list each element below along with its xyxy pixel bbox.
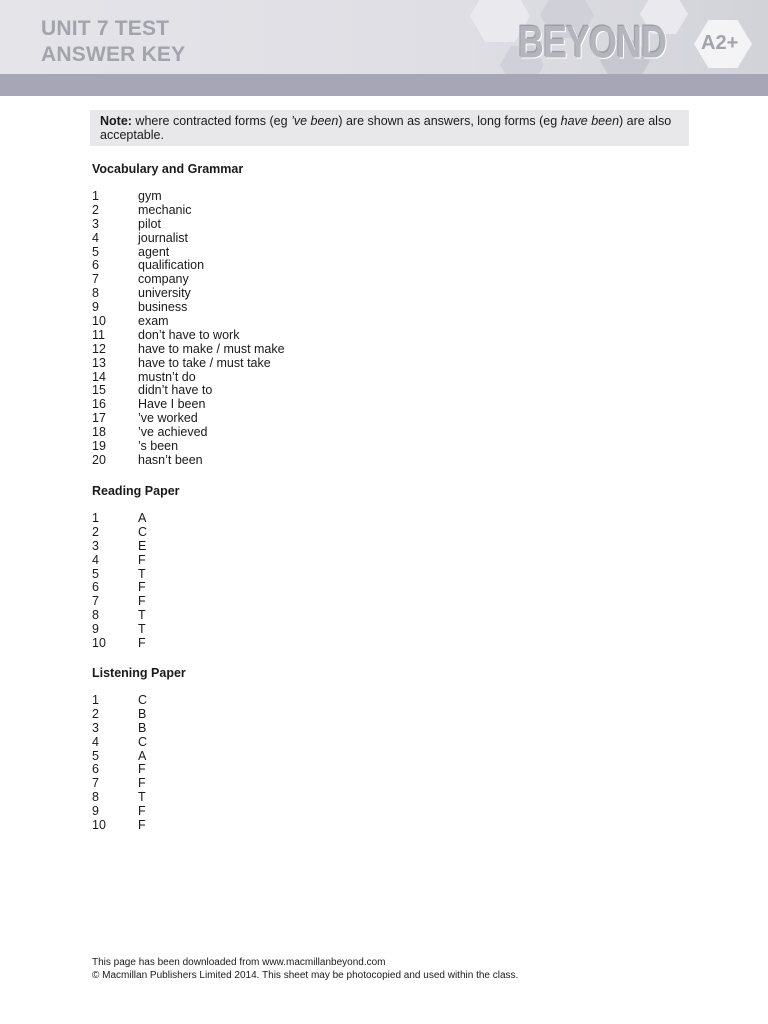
section-heading-reading: Reading Paper [92, 484, 180, 498]
note-text: where contracted forms (eg [131, 114, 292, 128]
page-header [0, 0, 768, 74]
answer-text: A [138, 511, 147, 525]
answer-text: have to take / must take [138, 355, 271, 370]
answer-text: business [138, 300, 188, 315]
question-number: 7 [92, 776, 99, 791]
answer-text: B [138, 706, 147, 721]
question-number: 12 [92, 341, 106, 356]
question-number: 9 [92, 804, 99, 819]
answer-text: ’ve achieved [138, 425, 208, 440]
section-heading-vocabulary: Vocabulary and Grammar [92, 162, 244, 176]
answer-text: F [138, 594, 146, 609]
question-number: 6 [92, 580, 99, 595]
question-number: 17 [92, 411, 106, 426]
footer-source: This page has been downloaded from www.macmillanbeyond.com [92, 957, 386, 968]
title-line-1: UNIT 7 TEST [41, 17, 170, 40]
answer-text: F [138, 580, 146, 595]
question-number: 4 [92, 230, 99, 245]
question-number: 10 [92, 636, 106, 651]
answer-text: didn’t have to [138, 383, 213, 398]
answer-text: gym [138, 189, 162, 203]
title-line-2: ANSWER KEY [41, 43, 186, 66]
question-number: 9 [92, 622, 99, 637]
answer-text: journalist [138, 230, 189, 245]
answer-text: C [138, 524, 148, 539]
question-number: 2 [92, 706, 99, 721]
question-number: 9 [92, 300, 99, 315]
answer-text: mustn’t do [138, 369, 196, 384]
question-number: 1 [92, 693, 99, 707]
answer-text: F [138, 552, 146, 567]
answer-text: exam [138, 314, 169, 329]
question-number: 6 [92, 258, 99, 273]
question-number: 1 [92, 189, 99, 203]
note-example-contracted: ’ve been [291, 114, 339, 128]
header-band [0, 74, 768, 96]
answer-text: C [138, 734, 148, 749]
answer-text: F [138, 762, 146, 777]
question-number: 2 [92, 202, 99, 217]
answer-text: T [138, 566, 146, 581]
answer-text: don’t have to work [138, 327, 240, 342]
question-number: 8 [92, 790, 99, 805]
answer-text: T [138, 790, 146, 805]
question-number: 6 [92, 762, 99, 777]
question-number: 5 [92, 566, 99, 581]
answer-text: F [138, 804, 146, 819]
section-heading-listening: Listening Paper [92, 666, 186, 680]
note-label: Note: [100, 114, 132, 128]
answer-text: pilot [138, 216, 161, 231]
answer-text: agent [138, 244, 170, 259]
question-number: 1 [92, 511, 99, 525]
answer-text: F [138, 818, 146, 833]
note-box [90, 110, 689, 146]
beyond-logo: BEYOND [518, 16, 667, 68]
page-title [41, 16, 185, 68]
footer-copyright: © Macmillan Publishers Limited 2014. This sheet may be photocopied and used within the class. [92, 969, 519, 981]
answer-text: have to make / must make [138, 341, 285, 356]
answer-text: T [138, 622, 146, 637]
question-number: 19 [92, 439, 106, 454]
question-number: 8 [92, 608, 99, 623]
question-number: 3 [92, 216, 99, 231]
answer-text: qualification [138, 258, 205, 273]
question-number: 14 [92, 369, 106, 384]
note-text: ) are shown as answers, long forms (eg [338, 114, 561, 128]
question-number: 7 [92, 272, 99, 287]
note-text: ) are also acceptable. [100, 114, 672, 142]
question-number: 10 [92, 314, 106, 329]
answer-text: hasn’t been [138, 452, 203, 467]
level-badge: A2+ [701, 32, 739, 54]
question-number: 4 [92, 552, 99, 567]
question-number: 2 [92, 524, 99, 539]
answer-text: ’s been [138, 439, 179, 454]
question-number: 15 [92, 383, 106, 398]
answer-text: company [138, 272, 189, 287]
answer-text: mechanic [138, 202, 192, 217]
answer-text: T [138, 608, 146, 623]
question-number: 5 [92, 244, 99, 259]
answer-text: Have I been [138, 397, 206, 412]
question-number: 16 [92, 397, 106, 412]
question-number: 5 [92, 748, 99, 763]
answer-text: F [138, 636, 146, 651]
question-number: 3 [92, 538, 99, 553]
answer-text: E [138, 538, 147, 553]
answer-text: A [138, 748, 147, 763]
answer-text: ’ve worked [138, 411, 198, 426]
answer-text: F [138, 776, 146, 791]
question-number: 13 [92, 355, 106, 370]
question-number: 4 [92, 734, 99, 749]
question-number: 7 [92, 594, 99, 609]
answer-text: B [138, 720, 147, 735]
answer-text: university [138, 286, 191, 301]
question-number: 8 [92, 286, 99, 301]
note-example-long: have been [560, 114, 620, 128]
page-footer [92, 957, 518, 982]
question-number: 3 [92, 720, 99, 735]
question-number: 11 [92, 327, 105, 342]
question-number: 10 [92, 818, 106, 833]
answer-text: C [138, 693, 148, 707]
question-number: 20 [92, 452, 106, 467]
question-number: 18 [92, 425, 106, 440]
